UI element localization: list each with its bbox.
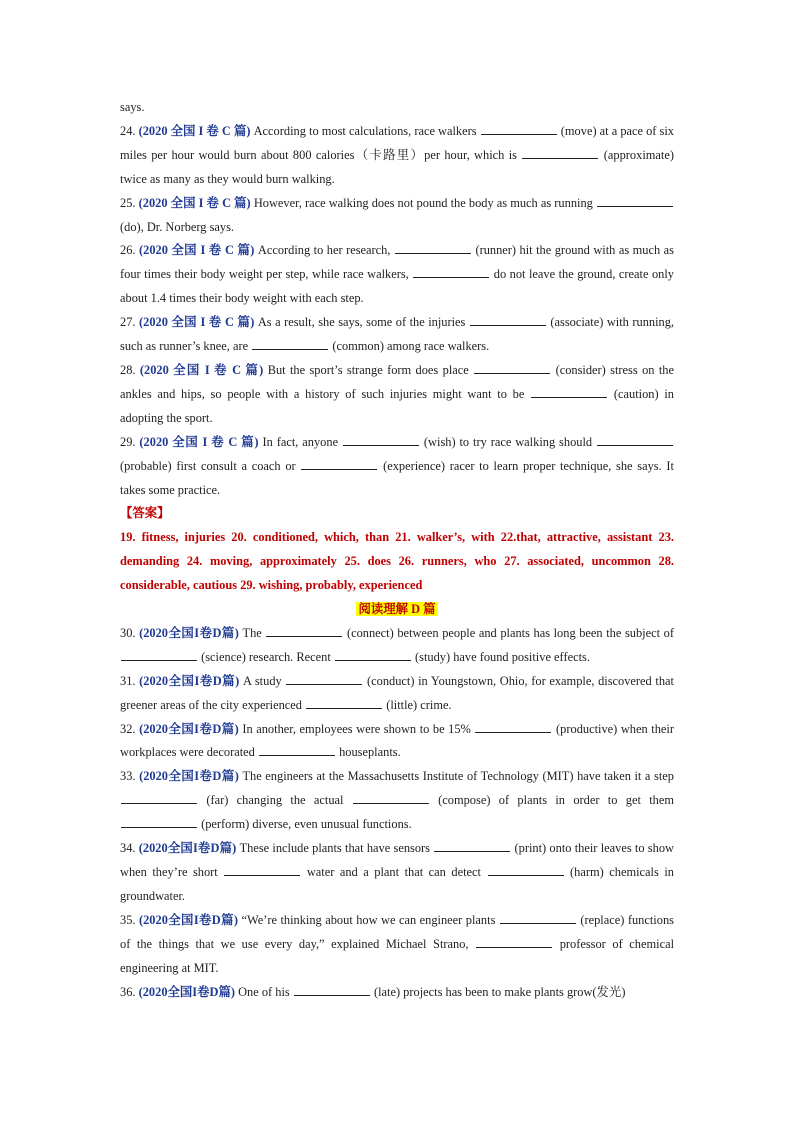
answer-blank[interactable] [475,721,551,733]
item-number: 31. [120,673,136,688]
item-text: (conduct) in Youngstown, Ohio, for example, discovered that greener areas of the city experienced [120,673,674,712]
item-text: (move) at a pace of six miles per hour would burn about 800 calories（卡路里）per hour, which is [120,123,674,162]
exercise-item [120,837,674,909]
answer-blank[interactable] [470,314,546,326]
answer-blank[interactable] [413,266,489,278]
section-title-wrap [120,598,674,622]
answer-blank[interactable] [343,434,419,446]
section-title: 阅读理解 D 篇 [358,602,436,617]
answer-text: 19. fitness, injuries 20. conditioned, which, than 21. walker’s, with 22.that, attractive, assistant 23. demanding 24. moving, approximately 25. does 26. runners, who 27. associated, uncommon 28. considerable, cautious 29. wishing, probably, experienced [120,530,674,593]
item-text: (associate) with running, such as runner’s knee, are [120,315,675,354]
answer-heading: 【答案】 [120,506,170,521]
answer-blank[interactable] [306,697,382,709]
item-text: (far) changing the actual [206,793,344,808]
item-text: (compose) of plants in order to get them [438,793,675,808]
item-text: One of his [238,984,290,999]
item-source: (2020全国I卷D篇) [138,912,239,927]
item-text: (consider) stress on the ankles and hips, so people with a history of such injuries might want to be [120,362,674,401]
item-source: (2020全国I卷D篇) [139,673,240,688]
item-text: (little) crime. [386,697,452,712]
item-number: 32. [120,721,136,736]
answer-blank[interactable] [597,434,673,446]
item-source: (2020 全国 I 卷 C 篇) [139,243,255,258]
item-text: (do), Dr. Norberg says. [120,219,235,234]
item-text: A study [242,673,282,688]
answer-blank[interactable] [474,362,550,374]
item-source: (2020全国I卷D篇) [139,769,239,784]
item-source: (2020 全国 I 卷 C 篇) [138,195,251,210]
item-text: do not leave the ground, create only about 1.4 times their body weight with each step. [120,267,674,306]
item-number: 24. [120,123,136,138]
answer-blank[interactable] [488,864,564,876]
document-page [120,96,674,1004]
answer-blank[interactable] [597,195,673,207]
item-text: “We’re thinking about how we can engineer plants [241,912,496,927]
item-text: (science) research. Recent [201,649,331,664]
item-source: (2020全国I卷D篇) [139,625,239,640]
item-number: 36. [120,984,136,999]
item-text: (caution) in adopting the sport. [120,386,675,425]
item-text: (wish) to try race walking should [423,434,593,449]
answer-blank[interactable] [476,936,552,948]
answer-blank[interactable] [531,386,607,398]
exercise-item [120,670,674,718]
item-number: 28. [120,362,136,377]
answer-blank[interactable] [335,649,411,661]
item-text: (productive) when their workplaces were decorated [120,721,674,760]
answer-blank[interactable] [522,147,598,159]
item-text: According to most calculations, race walkers [253,123,477,138]
item-text: (replace) functions of the things that we use every day,” explained Michael Strano, [120,912,674,951]
item-text: These include plants that have sensors [239,841,430,856]
exercise-item [120,311,674,359]
item-number: 34. [120,841,136,856]
item-source: (2020全国I卷D篇) [139,721,239,736]
item-number: 25. [120,195,136,210]
item-source: (2020全国I卷D篇) [138,841,237,856]
item-text: As a result, she says, some of the injuries [257,315,466,330]
exercise-item [120,981,674,1005]
item-text: (approximate) twice as many as they would burn walking. [120,147,674,186]
item-text: (harm) chemicals in groundwater. [120,865,674,903]
exercise-item [120,765,674,837]
item-text: However, race walking does not pound the body as much as running [253,195,593,210]
answer-blank[interactable] [252,338,328,350]
answer-blank[interactable] [266,625,342,637]
item-number: 30. [120,625,136,640]
answer-blank[interactable] [481,123,557,135]
answer-blank[interactable] [224,864,300,876]
exercise-item [120,192,674,240]
item-text: (runner) hit the ground with as much as four times their body weight per step, while race walkers, [120,243,674,282]
answer-blank[interactable] [395,242,471,254]
item-text: (connect) between people and plants has long been the subject of [346,625,674,640]
exercise-list-d [120,622,674,1005]
answer-blank[interactable] [294,984,370,996]
answer-blank[interactable] [121,816,197,828]
exercise-item [120,359,674,431]
exercise-item [120,120,674,192]
item-text: In fact, anyone [262,434,339,449]
item-number: 29. [120,434,136,449]
item-text: (late) projects has been to make plants grow(发光) [373,984,626,999]
item-number: 35. [120,912,136,927]
item-source: (2020 全国 I 卷 C 篇) [138,123,251,138]
item-source: (2020 全国 I 卷 C 篇) [139,315,255,330]
exercise-item [120,239,674,311]
item-text: water and a plant that can detect [306,865,481,879]
item-text: According to her research, [257,243,391,258]
exercise-item [120,718,674,766]
item-number: 33. [120,769,136,784]
exercise-list-c [120,120,674,503]
item-source: (2020 全国 I 卷 C 篇) [139,434,259,449]
item-text: houseplants. [339,745,401,760]
item-text: professor of chemical engineering at MIT. [120,936,675,975]
answer-blank[interactable] [500,912,576,924]
item-source: (2020 全国 I 卷 C 篇) [139,362,264,377]
answer-blank[interactable] [121,649,197,661]
item-text: In another, employees were shown to be 15% [242,721,471,736]
item-number: 26. [120,243,136,258]
exercise-item [120,622,674,670]
item-source: (2020全国I卷D篇) [138,984,235,999]
item-text: (study) have found positive effects. [415,649,590,664]
item-text: (perform) diverse, even unusual functions. [201,817,412,832]
exercise-item [120,909,674,981]
answer-blank[interactable] [353,792,429,804]
answer-blank[interactable] [259,744,335,756]
item-text: But the sport’s strange form does place [267,362,469,377]
exercise-item [120,431,674,503]
item-text: (common) among race walkers. [332,339,490,354]
answer-blank[interactable] [434,840,510,852]
answer-blank[interactable] [121,792,197,804]
item-text: (print) onto their leaves to show when they’re short [120,841,674,879]
answer-blank[interactable] [301,458,377,470]
answer-blank[interactable] [286,673,362,685]
intro-fragment: says. [120,100,145,114]
item-text: The engineers at the Massachusetts Institute of Technology (MIT) have taken it a step [242,769,674,784]
item-text: The [242,625,262,640]
item-text: (experience) racer to learn proper technique, she says. It takes some practice. [120,458,674,497]
item-number: 27. [120,315,136,330]
item-text: (probable) first consult a coach or [120,458,296,473]
